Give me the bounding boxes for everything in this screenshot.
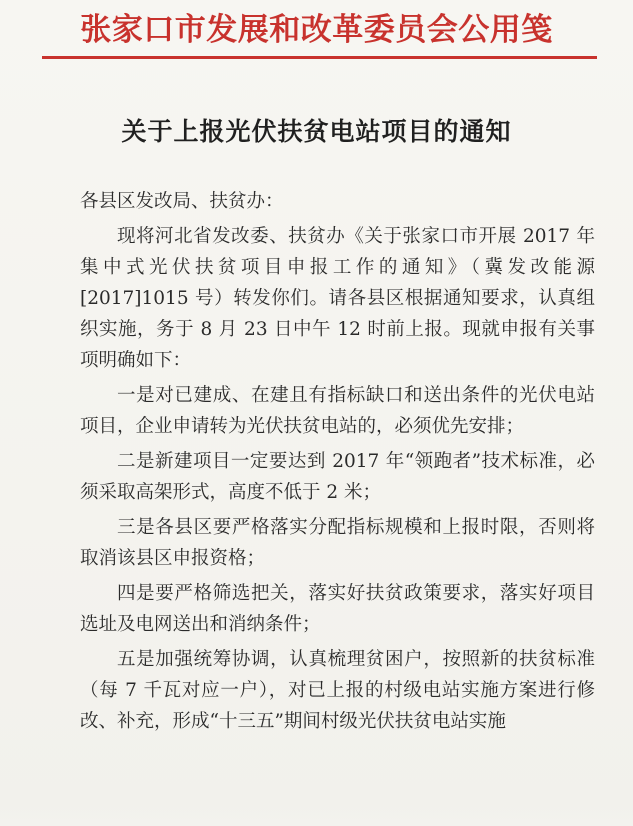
letterhead-red-rule <box>42 56 597 59</box>
paragraph-item-3: 三是各县区要严格落实分配指标规模和上报时限，否则将取消该县区申报资格； <box>80 517 595 569</box>
paragraph-intro: 现将河北省发改委、扶贫办《关于张家口市开展 2017 年集中式光伏扶贫项目申报工作的通知》（冀发改能源[2017]1015 号）转发你们。请各县区根据通知要求，认真组织实施，务于 8 月 23 日中午 12 时前上报。现就申报有关事项明确如下： <box>80 226 595 371</box>
document-title: 关于上报光伏扶贫电站项目的通知 <box>121 117 512 146</box>
letterhead-title: 张家口市发展和改革委员会公用笺 <box>80 12 553 48</box>
document-body <box>80 186 595 737</box>
paragraph-item-4: 四是要严格筛选把关，落实好扶贫政策要求，落实好项目选址及电网送出和消纳条件； <box>80 583 595 635</box>
paragraph-item-5: 五是加强统筹协调，认真梳理贫困户，按照新的扶贫标准（每 7 千瓦对应一户），对已上报的村级电站实施方案进行修改、补充，形成“十三五”期间村级光伏扶贫电站实施 <box>80 649 595 732</box>
page-bottom-fade <box>0 804 633 826</box>
paragraph-item-2: 二是新建项目一定要达到 2017 年“领跑者”技术标准，必须采取高架形式，高度不低于 2 米； <box>80 451 595 503</box>
paragraph-item-1: 一是对已建成、在建且有指标缺口和送出条件的光伏电站项目，企业申请转为光伏扶贫电站的，必须优先安排； <box>80 385 595 437</box>
addressee-line: 各县区发改局、扶贫办： <box>80 191 284 212</box>
